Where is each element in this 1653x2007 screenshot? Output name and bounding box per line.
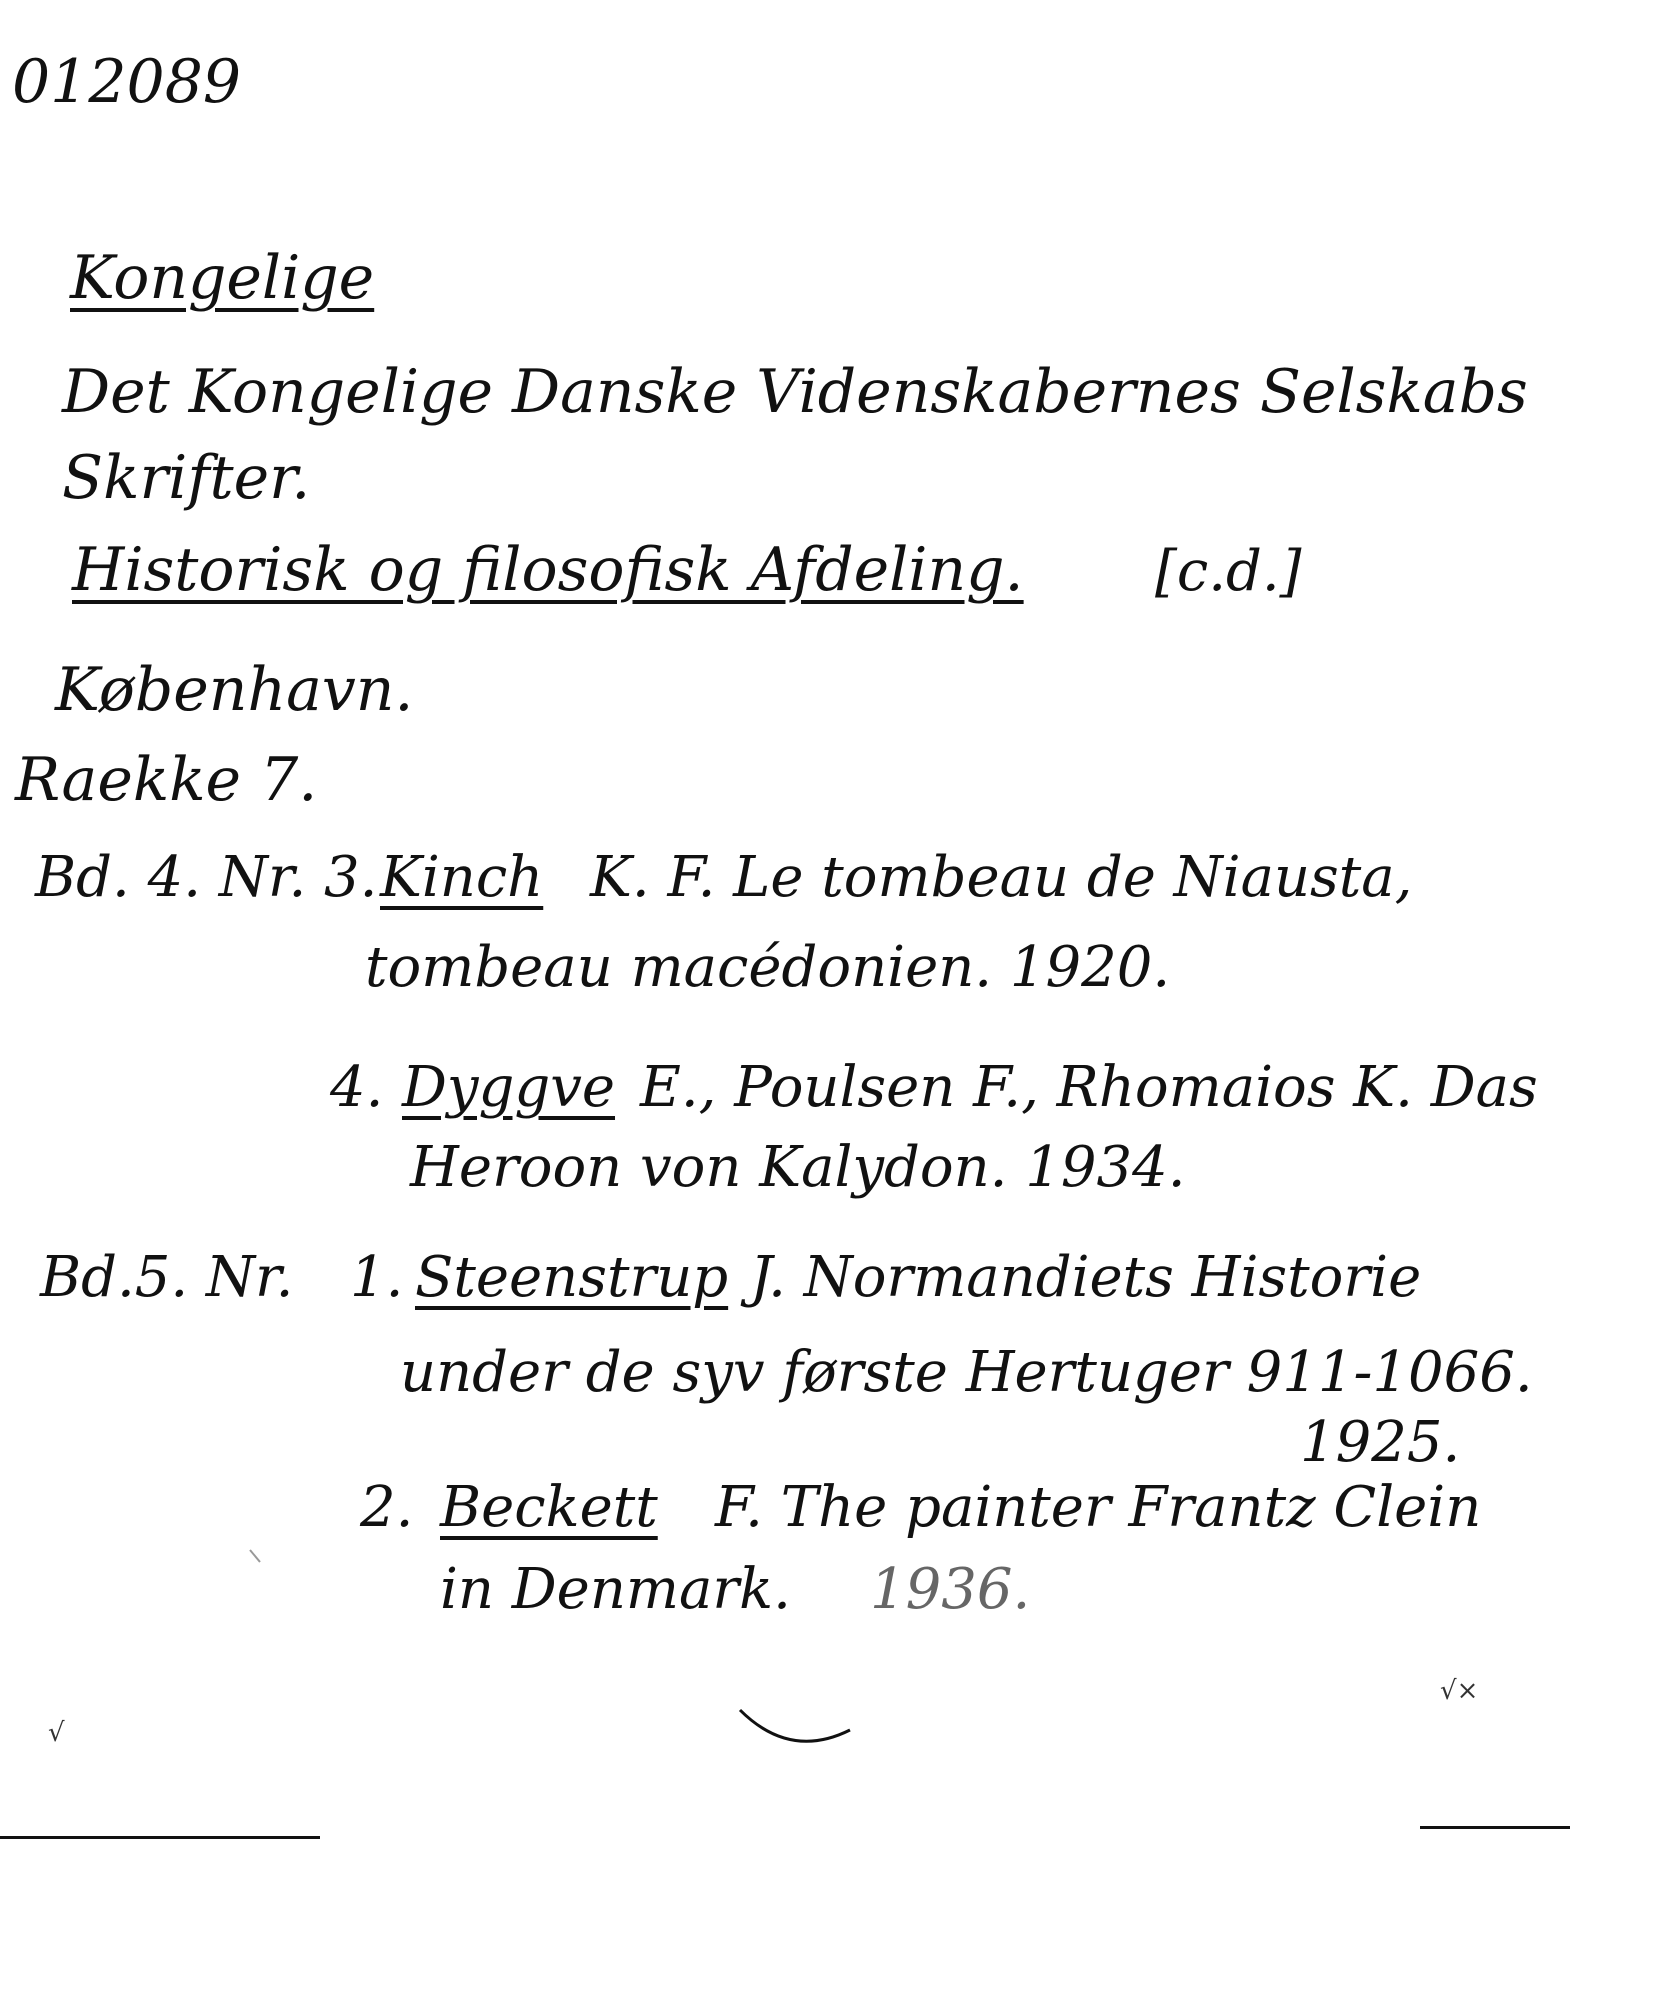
entry-title-line-1: E., Poulsen F., Rhomaios K. Das [640,1055,1538,1120]
entry-author: Beckett [440,1475,658,1540]
section-note: [c.d.] [1155,539,1302,604]
entry-title-line-2: tombeau macédonien. 1920. [365,935,1171,1000]
check-mark-left: √ [48,1718,65,1748]
entry-volume: 2. [360,1475,414,1540]
entry-author: Dyggve [402,1055,616,1120]
entry-year: 1936. [870,1557,1031,1622]
card-number: 012089 [12,47,242,117]
entry-volume: 4. [330,1055,384,1120]
entry-title-line-1: F. The painter Frantz Clein [715,1475,1482,1540]
entry-number: 1. [350,1245,404,1310]
series-title-continued: Skrifter. [62,443,311,513]
series-row: Raekke 7. [15,745,318,815]
entry-author: Kinch [380,845,544,910]
section-title: Historisk og filosofisk Afdeling. [72,535,1024,605]
bottom-rule-right [1420,1826,1570,1829]
entry-volume: Bd. 4. Nr. 3. [35,845,378,910]
entry-volume: Bd.5. Nr. [40,1245,294,1310]
entry-title-line-2: in Denmark. [440,1557,791,1622]
entry-author: Steenstrup [415,1245,729,1310]
place-of-publication: København. [55,655,414,725]
entry-title-line-1: K. F. Le tombeau de Niausta, [590,845,1413,910]
entry-title-line-1: J. Normandiets Historie [750,1245,1422,1310]
card-heading: Kongelige [70,243,375,313]
entry-title-line-2: under de syv første Hertuger 911-1066. [400,1340,1533,1405]
entry-year: 1925. [1300,1410,1461,1475]
series-title: Det Kongelige Danske Videnskabernes Selskabs [62,357,1528,427]
bottom-rule-left [0,1836,320,1839]
entry-title-line-2: Heroon von Kalydon. 1934. [410,1135,1186,1200]
check-mark-right: √× [1440,1676,1479,1706]
